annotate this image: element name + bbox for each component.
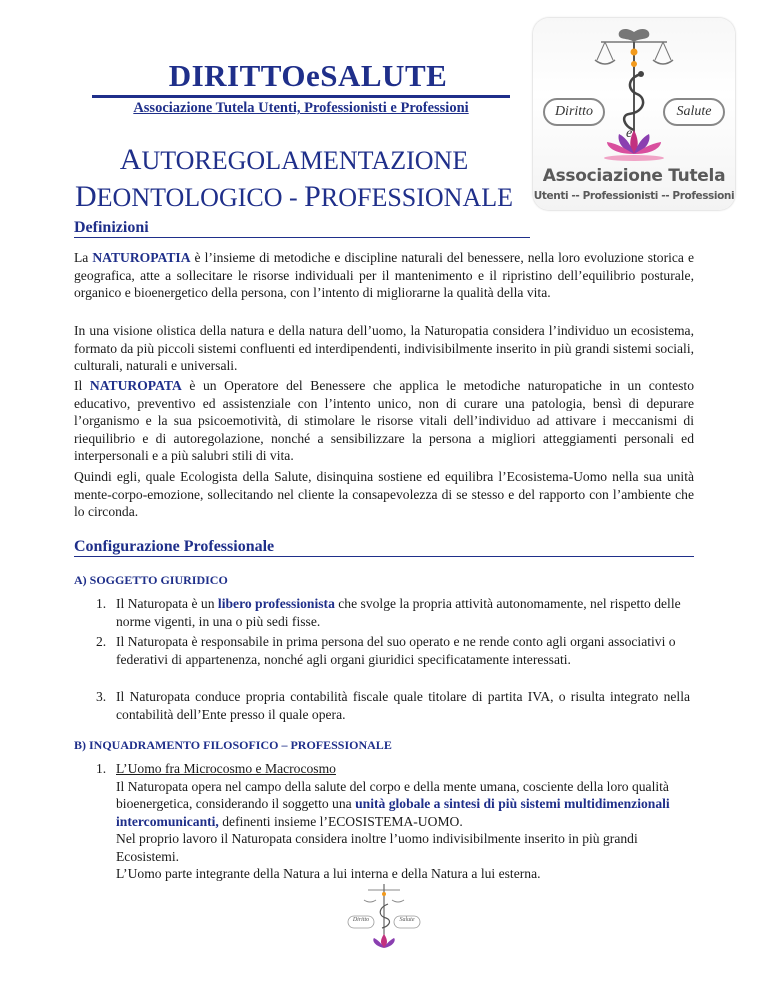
paragraph-naturopata: Il NATUROPATA è un Operatore del Benessere che applica le metodiche naturopatiche in un contesto educativo, preventivo ed assistenziale con l’intento unico, non di curare una patologia, bensì di depurare l’organismo e la sua psicoemotività, di stimolare le risorse vitali dell’individuo ad attivare i meccanismi di riequilibrio e di autoregolazione, nonché a sensibilizzare la persona a migliori atteggiamenti personali ed interpersonali e a più salubri stili di vita. [74, 378, 694, 463]
paragraph-visione-olistica: In una visione olistica della natura e della natura dell’uomo, la Naturopatia considera l’individuo un ecosistema, formato da più piccoli sistemi confluenti ed interdipendenti, indivisibilmente inserito in più grandi sistemi sociali, culturali, naturali e universali. [74, 323, 694, 373]
list-item: 1. L’Uomo fra Microcosmo e Macrocosmo Il Naturopata opera nel campo della salute del corpo e della mente umana, cosciente della loro qualità bioenergetica, considerando il soggetto una unità globale a sintesi di più sistemi multidimenzionali intercomunicanti, definenti insieme l’ECOSISTEMA-UOMO. Nel proprio lavoro il Naturopata considera inoltre l’uomo indivisibilmente inserito in più grandi Ecosistemi. L’Uomo parte integrante della Natura a lui interna e della Natura a lui esterna. [96, 761, 670, 881]
footer-pill-left: Diritto [352, 917, 370, 923]
footer-caduceus-icon [346, 880, 422, 952]
footer-logo [346, 880, 422, 952]
brand-title: DIRITTOeSALUTE [168, 58, 448, 93]
brand-title-underline [92, 95, 510, 98]
subsection-a-heading: A) SOGGETTO GIURIDICO [74, 573, 228, 587]
list-item: 1. Il Naturopata è un libero professionista che svolge la propria attività autonomamente, nel rispetto delle norme vigenti, in una o più sedi fisse. [96, 596, 681, 629]
logo-pill-left: Diritto [543, 98, 605, 126]
footer-pill-right: Salute [399, 917, 415, 923]
section-heading-configurazione: Configurazione Professionale [74, 538, 275, 555]
item-title: L’Uomo fra Microcosmo e Macrocosmo [116, 761, 336, 776]
document-title [64, 142, 524, 216]
section-rule-configurazione [74, 556, 694, 557]
list-item: 2. Il Naturopata è responsabile in prima persona del suo operato e ne rende conto agli organi associativi o federativi di appartenenza, nonché agli organi giuridici specificatamente interessati. [96, 634, 676, 667]
paragraph-ecologista: Quindi egli, quale Ecologista della Salute, disinquina sostiene ed equilibra l’Ecosistema-Uomo nella sua unità mente-corpo-emozione, sollecitando nel cliente la consapevolezza di se stesso e del rapporto con l’ambiente che lo circonda. [74, 469, 694, 519]
paragraph-naturopatia: La NATUROPATIA è l’insieme di metodiche e discipline naturali del benessere, nella loro evoluzione storica e geografica, atte a sollecitare le risorse individuali per il mantenimento e il ripristino dell’equilibrio posturale, organico e bioenergetico della persona, con l’intento di migliorarne la qualità della vita. [74, 250, 694, 300]
section-heading-definizioni: Definizioni [74, 219, 149, 236]
list-item: 3. Il Naturopata conduce propria contabilità fiscale quale titolare di partita IVA, o risulta integrato nella contabilità dell’Ente presso il quale opera. [96, 689, 690, 722]
logo-association-name: Associazione Tutela [542, 166, 726, 186]
logo-pill-right: Salute [663, 98, 725, 126]
logo-association-tagline: Utenti -- Professionisti -- Professioni [533, 190, 735, 202]
title-line-1: AUTOREGOLAMENTAZIONE [119, 143, 469, 176]
brand-subtitle: Associazione Tutela Utenti, Professionisti e Professioni [133, 100, 469, 116]
association-logo [533, 18, 735, 210]
logo-center-letter: e [626, 126, 633, 141]
caduceus-lotus-icon [533, 18, 735, 168]
title-line-2: DEONTOLOGICO - PROFESSIONALE [75, 180, 513, 213]
section-rule-definizioni [74, 237, 530, 238]
subsection-b-heading: B) INQUADRAMENTO FILOSOFICO – PROFESSIONALE [74, 738, 392, 752]
